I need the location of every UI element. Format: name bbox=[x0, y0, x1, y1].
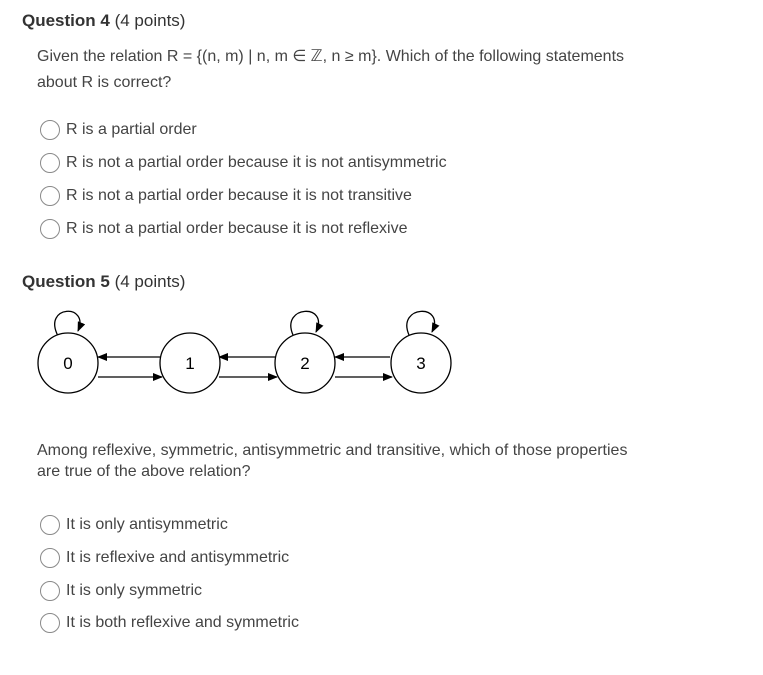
question-5-points: (4 points) bbox=[114, 272, 186, 291]
radio-button[interactable] bbox=[40, 153, 60, 173]
question-4-points: (4 points) bbox=[114, 11, 186, 30]
graph-node-label-1: 1 bbox=[185, 354, 195, 373]
radio-button[interactable] bbox=[40, 515, 60, 535]
question-5-prompt-line1: Among reflexive, symmetric, antisymmetric and transitive, which of those properties bbox=[37, 442, 628, 459]
question-5-number: Question 5 bbox=[22, 272, 110, 291]
self-loop-0 bbox=[55, 311, 80, 336]
question-4-prompt bbox=[37, 44, 624, 96]
radio-button[interactable] bbox=[40, 581, 60, 601]
option-label: R is not a partial order because it is not antisymmetric bbox=[66, 154, 447, 171]
question-5-option-1[interactable] bbox=[40, 514, 228, 536]
graph-node-label-0: 0 bbox=[63, 354, 73, 373]
radio-button[interactable] bbox=[40, 219, 60, 239]
question-4-prompt-line1: Given the relation R = {(n, m) | n, m ∈ ℤ, n ≥ m}. Which of the following statements bbox=[37, 48, 625, 65]
relation-graph-diagram bbox=[0, 295, 763, 405]
option-label: R is a partial order bbox=[66, 121, 197, 138]
radio-button[interactable] bbox=[40, 186, 60, 206]
self-loop-2 bbox=[291, 311, 319, 335]
radio-button[interactable] bbox=[40, 613, 60, 633]
question-5-title bbox=[22, 272, 185, 292]
radio-button[interactable] bbox=[40, 548, 60, 568]
question-5-prompt-line2: are true of the above relation? bbox=[37, 463, 251, 480]
question-5-prompt bbox=[37, 440, 627, 482]
question-4-number: Question 4 bbox=[22, 11, 110, 30]
question-4-option-4[interactable] bbox=[40, 218, 408, 240]
question-4-option-2[interactable] bbox=[40, 152, 447, 174]
question-4-prompt-line2: about R is correct? bbox=[37, 74, 172, 91]
question-4-title bbox=[22, 11, 185, 31]
option-label: R is not a partial order because it is not transitive bbox=[66, 187, 412, 204]
option-label: It is reflexive and antisymmetric bbox=[66, 549, 290, 566]
radio-button[interactable] bbox=[40, 120, 60, 140]
question-5-option-2[interactable] bbox=[40, 547, 289, 569]
graph-node-label-2: 2 bbox=[300, 354, 310, 373]
option-label: R is not a partial order because it is not reflexive bbox=[66, 220, 408, 237]
option-label: It is only symmetric bbox=[66, 582, 203, 599]
question-4-option-1[interactable] bbox=[40, 119, 197, 141]
question-5-option-3[interactable] bbox=[40, 580, 202, 602]
option-label: It is only antisymmetric bbox=[66, 516, 228, 533]
question-4-option-3[interactable] bbox=[40, 185, 412, 207]
graph-node-label-3: 3 bbox=[416, 354, 426, 373]
question-5-option-4[interactable] bbox=[40, 612, 299, 634]
option-label: It is both reflexive and symmetric bbox=[66, 614, 299, 631]
self-loop-3 bbox=[407, 311, 435, 335]
